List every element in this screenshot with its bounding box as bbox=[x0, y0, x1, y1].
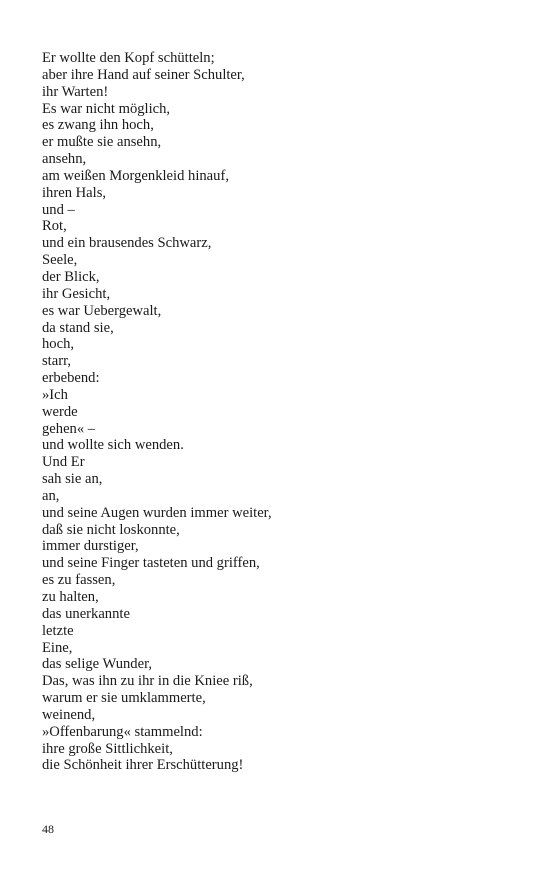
poem-line: und seine Augen wurden immer weiter, bbox=[42, 504, 272, 521]
poem-line: immer durstiger, bbox=[42, 538, 139, 555]
poem-line: ansehn, bbox=[42, 151, 87, 168]
poem-line: er mußte sie ansehn, bbox=[42, 134, 162, 151]
poem-line: »Ich bbox=[42, 386, 68, 403]
poem-text bbox=[42, 50, 512, 774]
poem-line: Und Er bbox=[42, 454, 85, 471]
poem-line: werde bbox=[42, 403, 78, 420]
poem-line: erbebend: bbox=[42, 370, 100, 387]
poem-line: es zwang ihn hoch, bbox=[42, 117, 154, 134]
poem-line: weinend, bbox=[42, 706, 96, 723]
poem-line: und seine Finger tasteten und griffen, bbox=[42, 555, 260, 572]
poem-line: das unerkannte bbox=[42, 605, 130, 622]
poem-line: ihren Hals, bbox=[42, 184, 107, 201]
poem-line: da stand sie, bbox=[42, 319, 114, 336]
poem-line: aber ihre Hand auf seiner Schulter, bbox=[42, 66, 245, 83]
poem-line: an, bbox=[42, 487, 60, 504]
poem-line: es war Uebergewalt, bbox=[42, 302, 162, 319]
poem-line: daß sie nicht loskonnte, bbox=[42, 521, 180, 538]
poem-line: starr, bbox=[42, 353, 71, 370]
poem-line: Eine, bbox=[42, 639, 73, 656]
poem-line: gehen« – bbox=[42, 420, 96, 437]
poem-line: es zu fassen, bbox=[42, 572, 116, 589]
poem-line: hoch, bbox=[42, 336, 75, 353]
poem-line: ihr Warten! bbox=[42, 83, 109, 100]
poem-line: sah sie an, bbox=[42, 471, 103, 488]
poem-line: und wollte sich wenden. bbox=[42, 437, 184, 454]
poem-line: am weißen Morgenkleid hinauf, bbox=[42, 167, 229, 184]
poem-line: warum er sie umklammerte, bbox=[42, 690, 206, 707]
poem-line: Das, was ihn zu ihr in die Kniee riß, bbox=[42, 673, 253, 690]
poem-line: die Schönheit ihrer Erschütterung! bbox=[42, 757, 244, 774]
poem-line: Rot, bbox=[42, 218, 67, 235]
poem-line: ihre große Sittlichkeit, bbox=[42, 740, 173, 757]
poem-line: zu halten, bbox=[42, 589, 99, 605]
poem-line: und ein brausendes Schwarz, bbox=[42, 235, 212, 252]
poem-line: und – bbox=[42, 201, 75, 218]
poem-line: Es war nicht möglich, bbox=[42, 100, 171, 117]
poem-line: Er wollte den Kopf schütteln; bbox=[42, 50, 215, 66]
poem-line: das selige Wunder, bbox=[42, 656, 153, 673]
poem-line: Seele, bbox=[42, 252, 78, 269]
page-number: 48 bbox=[42, 822, 54, 836]
poem-line: ihr Gesicht, bbox=[42, 285, 111, 302]
poem-line: letzte bbox=[42, 622, 74, 639]
poem-line: der Blick, bbox=[42, 268, 100, 285]
poem-line: »Offenbarung« stammelnd: bbox=[42, 723, 203, 740]
